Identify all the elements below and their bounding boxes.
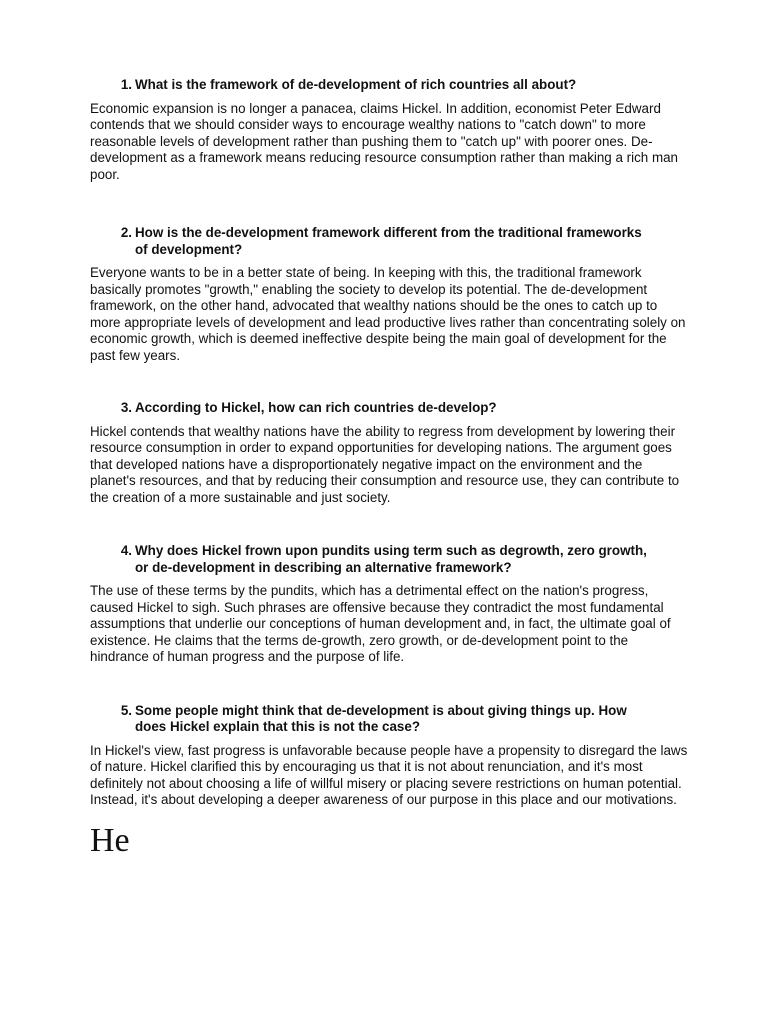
question-3 <box>90 400 690 417</box>
question-text: Why does Hickel frown upon pundits using term such as degrowth, zero growth, or de-development in describing an alternative framework? <box>135 543 647 575</box>
question-number: 4. <box>120 543 132 558</box>
qa-item-1 <box>90 77 690 183</box>
question-number: 3. <box>120 400 132 415</box>
question-text: What is the framework of de-development of rich countries all about? <box>135 77 577 92</box>
question-4 <box>90 543 690 576</box>
qa-item-2 <box>90 225 690 364</box>
trailing-heading-text: He <box>90 821 130 859</box>
qa-item-5 <box>90 703 690 809</box>
spacer <box>90 506 690 543</box>
qa-item-4 <box>90 543 690 666</box>
question-text: According to Hickel, how can rich countries de-develop? <box>135 400 497 415</box>
spacer <box>90 183 690 225</box>
question-1 <box>90 77 690 94</box>
question-number: 5. <box>120 702 132 718</box>
question-text: Some people might think that de-development is about giving things up. How does Hickel explain that this is not the case? <box>135 702 627 734</box>
question-number: 2. <box>120 225 132 240</box>
spacer <box>90 666 690 703</box>
answer-4: The use of these terms by the pundits, which has a detrimental effect on the nation's progress, caused Hickel to sigh. Such phrases are offensive because they contradict the most fundamental assumptions that underlie our conceptions of human development and, in fact, the ultimate goal of existence. He claims that the terms de-growth, zero growth, or de-development point to the hindrance of human progress and the purpose of life. <box>90 583 671 664</box>
question-text: How is the de-development framework different from the traditional frameworks of development? <box>135 225 642 257</box>
question-2 <box>90 225 690 258</box>
answer-5: In Hickel's view, fast progress is unfavorable because people have a propensity to disregard the laws of nature. Hickel clarified this by encouraging us that it is not about renunciation, and it's most definitely not about choosing a life of willful misery or placing severe restrictions on human potential. Instead, it's about developing a deeper awareness of our purpose in this place and our motivations. <box>90 742 688 807</box>
document-page <box>90 77 690 861</box>
answer-2: Everyone wants to be in a better state of being. In keeping with this, the traditional framework basically promotes "growth," enabling the society to develop its potential. The de-development framework, on the other hand, advocated that wealthy nations should be the ones to catch up to more appropriate levels of development and lead productive lives rather than concentrating solely on economic growth, which is deemed ineffective despite being the main goal of development for the past few years. <box>90 265 686 363</box>
answer-1: Economic expansion is no longer a panacea, claims Hickel. In addition, economist Peter Edward contends that we should consider ways to encourage wealthy nations to "catch down" to more reasonable levels of development rather than pushing them to "catch up" with poorer ones. De-development as a framework means reducing resource consumption rather than making a rich man poor. <box>90 100 678 182</box>
question-5 <box>90 703 690 736</box>
question-number: 1. <box>120 77 132 92</box>
spacer <box>90 364 690 400</box>
qa-item-3 <box>90 400 690 506</box>
answer-3: Hickel contends that wealthy nations have the ability to regress from development by lowering their resource consumption in order to expand opportunities for developing nations. The argument goes that developed nations have a disproportionately negative impact on the environment and the planet's resources, and that by reducing their consumption and resource use, they can contribute to the creation of a more sustainable and just society. <box>90 423 680 505</box>
